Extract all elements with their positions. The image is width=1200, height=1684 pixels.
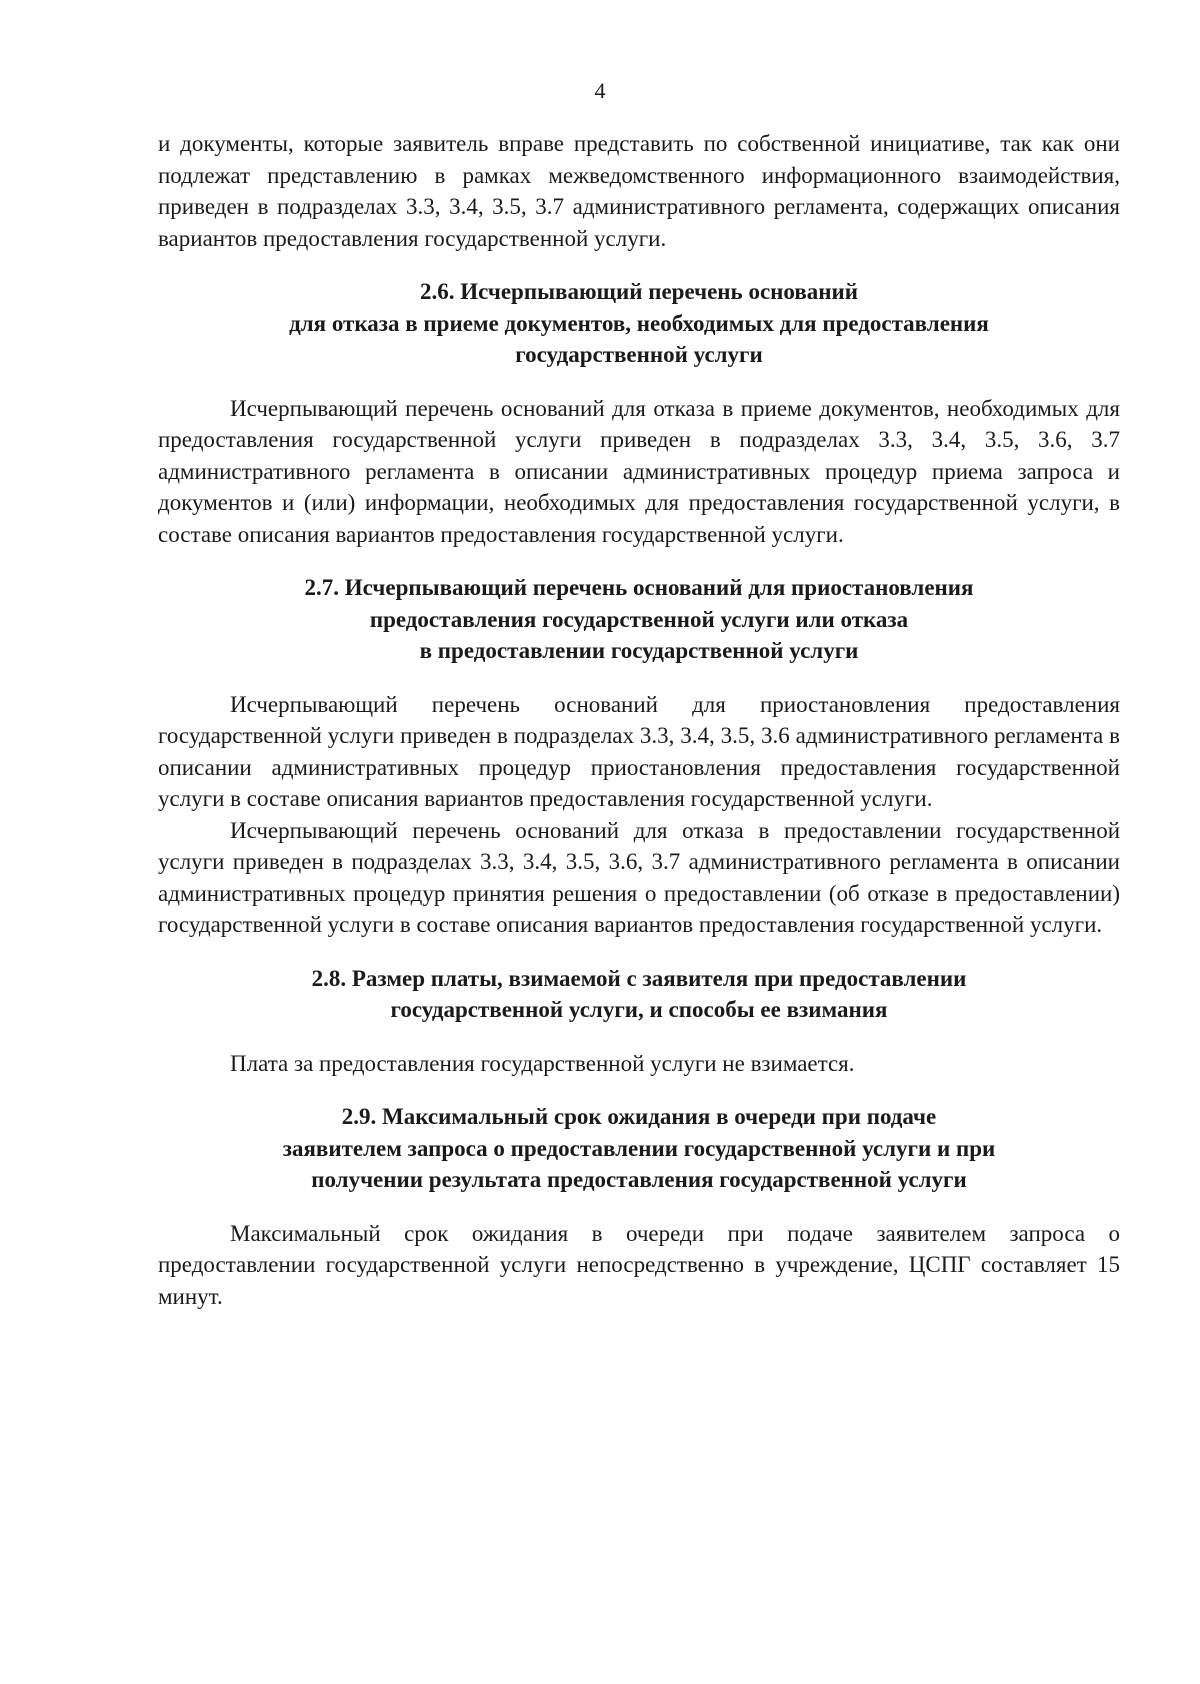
section-heading-2-8 [158, 963, 1120, 1026]
section-paragraph: Максимальный срок ожидания в очереди при подаче заявителем запроса о предоставлении государственной услуги непосредственно в учреждение, ЦСПГ составляет 15 минут. [158, 1220, 1120, 1309]
section-heading-2-9 [158, 1101, 1120, 1196]
heading-line: государственной услуги, и способы ее взимания [390, 997, 888, 1022]
section-paragraph: Исчерпывающий перечень оснований для приостановления предоставления государственной услуги приведен в подразделах 3.3, 3.4, 3.5, 3.6 административного регламента в описании административных процедур приостановления предоставления государственной услуги в составе описания вариантов предоставления государственной услуги. [158, 691, 1120, 811]
section-paragraph: Исчерпывающий перечень оснований для отказа в предоставлении государственной услуги приведен в подразделах 3.3, 3.4, 3.5, 3.6, 3.7 административного регламента в описании административных процедур принятия решения о предоставлении (об отказе в предоставлении) государственной услуги в составе описания вариантов предоставления государственной услуги. [158, 817, 1120, 937]
heading-line: 2.7. Исчерпывающий перечень оснований для приостановления [304, 575, 974, 600]
section-paragraph: Плата за предоставления государственной услуги не взимается. [230, 1050, 855, 1076]
heading-line: в предоставлении государственной услуги [419, 638, 859, 663]
heading-line: получении результата предоставления государственной услуги [311, 1167, 967, 1192]
heading-line: для отказа в приеме документов, необходимых для предоставления [289, 310, 989, 336]
heading-line: 2.9. Максимальный срок ожидания в очереди при подаче [341, 1104, 937, 1129]
document-body [158, 128, 1120, 1312]
section-heading-2-6 [158, 276, 1120, 371]
heading-line: заявителем запроса о предоставлении государственной услуги и при [282, 1135, 996, 1161]
intro-paragraph: и документы, которые заявитель вправе представить по собственной инициативе, так как они подлежат представлению в рамках межведомственного информационного взаимодействия, приведен в подразделах 3.3, 3.4, 3.5, 3.7 административного регламента, содержащих описания вариантов предоставления государственной услуги. [158, 131, 1120, 251]
heading-line: предоставления государственной услуги или отказа [369, 606, 909, 632]
heading-line: 2.6. Исчерпывающий перечень оснований [419, 279, 859, 304]
heading-line: 2.8. Размер платы, взимаемой с заявителя при предоставлении [311, 965, 967, 991]
heading-line: государственной услуги [515, 342, 763, 367]
section-paragraph: Исчерпывающий перечень оснований для отказа в приеме документов, необходимых для предоставления государственной услуги приведен в подразделах 3.3, 3.4, 3.5, 3.6, 3.7 административного регламента в описании административных процедур приема запроса и документов и (или) информации, необходимых для предоставления государственной услуги, в составе описания вариантов предоставления государственной услуги. [158, 395, 1120, 547]
section-heading-2-7 [158, 572, 1120, 667]
page-number: 4 [594, 78, 606, 103]
